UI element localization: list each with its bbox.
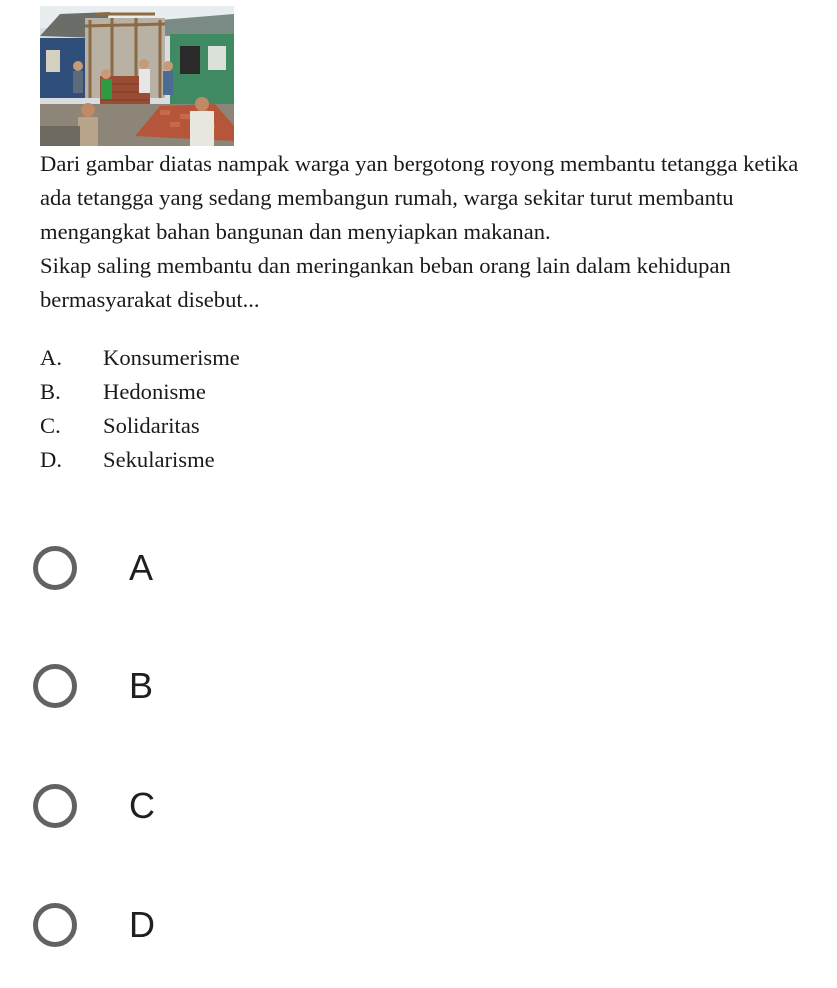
radio-circle-icon[interactable]	[33, 903, 77, 947]
radio-circle-icon[interactable]	[33, 546, 77, 590]
radio-circle-icon[interactable]	[33, 784, 77, 828]
option-item-c	[40, 409, 240, 443]
option-letter: D.	[40, 447, 62, 472]
answer-radio-d[interactable]	[33, 895, 155, 955]
question-paragraph-2: Sikap saling membantu dan meringankan beban orang lain dalam kehidupan bermasyarakat disebut...	[40, 253, 731, 312]
option-text: Sekularisme	[103, 447, 215, 472]
answer-radio-c[interactable]	[33, 776, 155, 836]
answer-label-d[interactable]: D	[129, 904, 155, 945]
answer-label-a[interactable]: A	[129, 547, 154, 588]
question-photo	[40, 6, 234, 146]
option-list	[40, 341, 240, 477]
option-text: Konsumerisme	[103, 345, 240, 370]
question-paragraph-1: Dari gambar diatas nampak warga yan bergotong royong membantu tetangga ketika ada tetangga yang sedang membangun rumah, warga sekitar turut membantu mengangkat bahan bangunan dan menyiapkan makanan.	[40, 151, 799, 244]
option-letter: A.	[40, 345, 62, 370]
answer-label-b[interactable]: B	[129, 665, 154, 706]
option-item-b	[40, 375, 240, 409]
question-text	[40, 147, 830, 317]
option-letter: B.	[40, 379, 61, 404]
answer-radio-b[interactable]	[33, 656, 153, 716]
house-construction-illustration	[40, 6, 234, 146]
option-item-d	[40, 443, 240, 477]
option-letter: C.	[40, 413, 61, 438]
radio-circle-icon[interactable]	[33, 664, 77, 708]
answer-radio-a[interactable]	[33, 538, 153, 598]
option-item-a	[40, 341, 240, 375]
answer-label-c[interactable]: C	[129, 785, 155, 826]
option-text: Hedonisme	[103, 379, 206, 404]
option-text: Solidaritas	[103, 413, 200, 438]
